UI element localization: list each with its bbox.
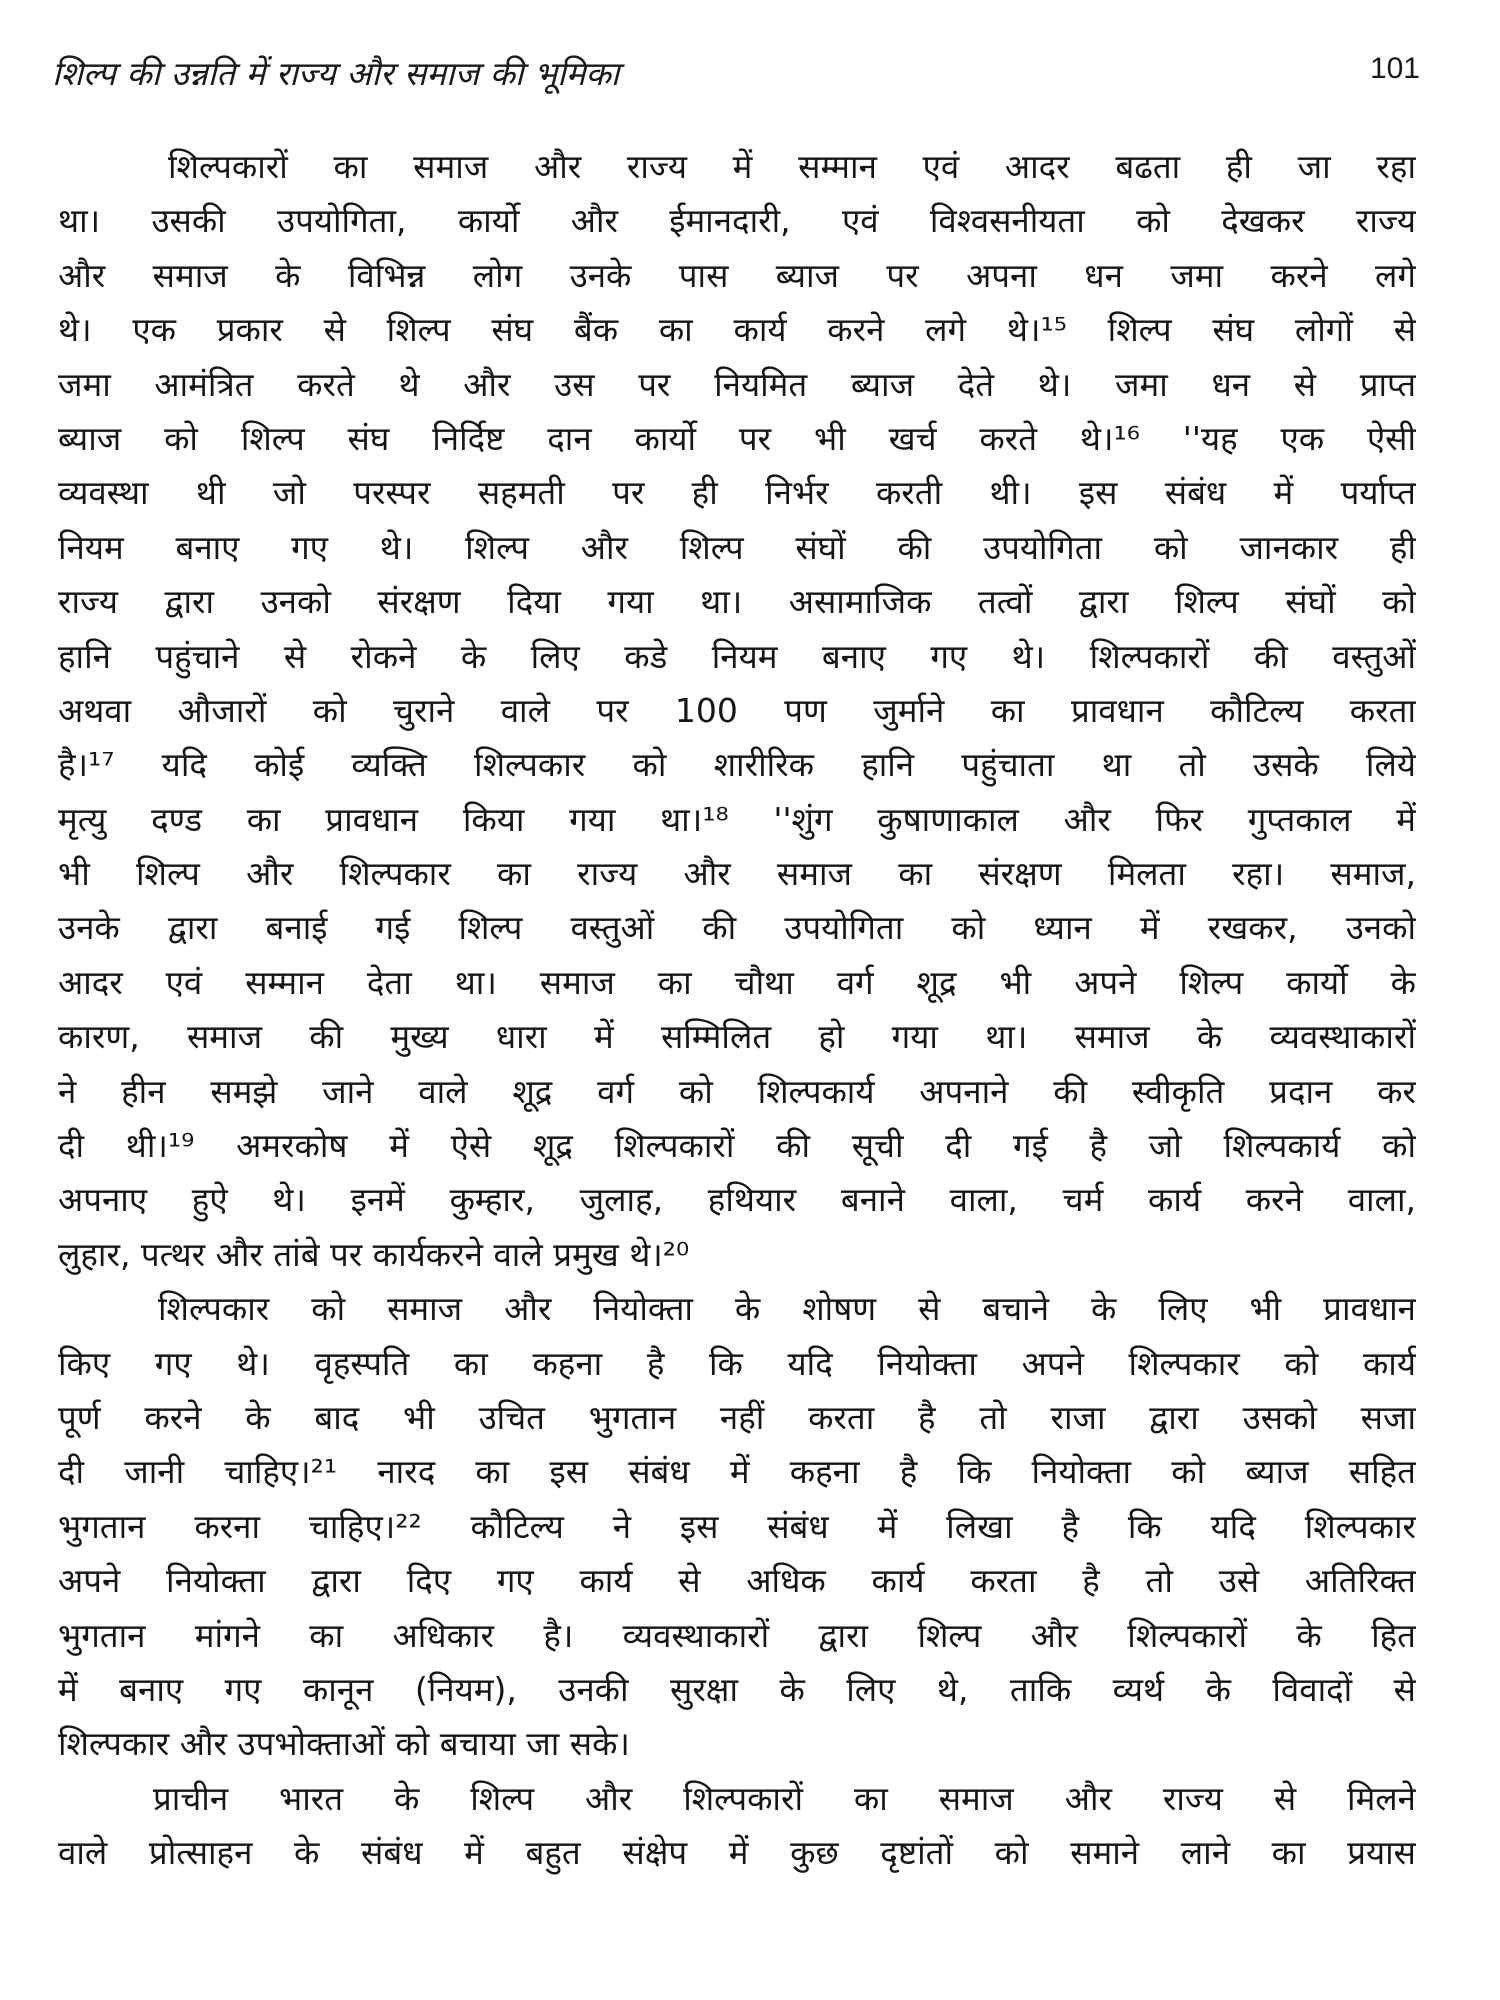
text-line: उनके द्वारा बनाई गई शिल्प वस्तुओं की उपयोगिता को ध्यान में रखकर, उनको [58,908,1416,948]
text-line: भुगतान करना चाहिए।²² कौटिल्य ने इस संबंध में लिखा है कि यदि शिल्पकार [58,1506,1416,1546]
body-text [58,140,1416,1881]
text-line: पूर्ण करने के बाद भी उचित भुगतान नहीं करता है तो राजा द्वारा उसको सजा [58,1397,1416,1437]
text-line: ने हीन समझे जाने वाले शूद्र वर्ग को शिल्पकार्य अपनाने की स्वीकृति प्रदान कर [58,1071,1416,1111]
text-line: शिल्पकारों का समाज और राज्य में सम्मान एवं आदर बढता ही जा रहा [168,147,1416,186]
text-line: नियम बनाए गए थे। शिल्प और शिल्प संघों की उपयोगिता को जानकार ही [58,527,1416,567]
text-line: भुगतान मांगने का अधिकार है। व्यवस्थाकारों द्वारा शिल्प और शिल्पकारों के हित [58,1615,1416,1655]
text-line: राज्य द्वारा उनको संरक्षण दिया गया था। असामाजिक तत्वों द्वारा शिल्प संघों को [58,582,1416,622]
text-line: शिल्पकार को समाज और नियोक्ता के शोषण से बचाने के लिए भी प्रावधान [158,1289,1416,1329]
text-line: वाले प्रोत्साहन के संबंध में बहुत संक्षेप में कुछ दृष्टांतों को समाने लाने का प्रयास [58,1833,1416,1873]
text-line: आदर एवं सम्मान देता था। समाज का चौथा वर्ग शूद्र भी अपने शिल्प कार्यो के [58,962,1416,1002]
text-line: दी थी।¹⁹ अमरकोष में ऐसे शूद्र शिल्पकारों की सूची दी गई है जो शिल्पकार्य को [58,1126,1416,1166]
text-line: कारण, समाज की मुख्य धारा में सम्मिलित हो गया था। समाज के व्यवस्थाकारों [58,1017,1416,1057]
text-line: शिल्पकार और उपभोक्ताओं को बचाया जा सके। [58,1724,630,1764]
text-line: प्राचीन भारत के शिल्प और शिल्पकारों का समाज और राज्य से मिलने [153,1778,1416,1818]
chapter-title: शिल्प की उन्नति में राज्य और समाज की भूमिका [52,54,620,93]
text-line: दी जानी चाहिए।²¹ नारद का इस संबंध में कहना है कि नियोक्ता को ब्याज सहित [58,1452,1416,1492]
text-line: थे। एक प्रकार से शिल्प संघ बैंक का कार्य करने लगे थे।¹⁵ शिल्प संघ लोगों से [58,310,1416,350]
text-line: ब्याज को शिल्प संघ निर्दिष्ट दान कार्यो पर भी खर्च करते थे।¹⁶ ''यह एक ऐसी [58,418,1416,458]
text-line: अपने नियोक्ता द्वारा दिए गए कार्य से अधिक कार्य करता है तो उसे अतिरिक्त [58,1561,1416,1601]
running-header [52,50,1420,100]
text-line: भी शिल्प और शिल्पकार का राज्य और समाज का संरक्षण मिलता रहा। समाज, [58,854,1416,894]
text-line: जमा आमंत्रित करते थे और उस पर नियमित ब्याज देते थे। जमा धन से प्राप्त [58,364,1416,404]
text-line: है।¹⁷ यदि कोई व्यक्ति शिल्पकार को शारीरिक हानि पहुंचाता था तो उसके लिये [58,745,1416,785]
text-line: किए गए थे। वृहस्पति का कहना है कि यदि नियोक्ता अपने शिल्पकार को कार्य [58,1343,1416,1383]
text-line: अथवा औजारों को चुराने वाले पर 100 पण जुर्माने का प्रावधान कौटिल्य करता [58,690,1416,730]
page-number: 101 [1369,52,1420,85]
text-line: और समाज के विभिन्न लोग उनके पास ब्याज पर अपना धन जमा करने लगे [58,255,1416,295]
text-line: लुहार, पत्थर और तांबे पर कार्यकरने वाले प्रमुख थे।²⁰ [58,1234,690,1274]
text-line: हानि पहुंचाने से रोकने के लिए कडे नियम बनाए गए थे। शिल्पकारों की वस्तुओं [58,636,1416,676]
text-line: था। उसकी उपयोगिता, कार्यो और ईमानदारी, एवं विश्वसनीयता को देखकर राज्य [58,201,1416,241]
text-line: व्यवस्था थी जो परस्पर सहमती पर ही निर्भर करती थी। इस संबंध में पर्याप्त [58,473,1416,513]
text-line: मृत्यु दण्ड का प्रावधान किया गया था।¹⁸ ''शुंग कुषाणाकाल और फिर गुप्तकाल में [58,799,1416,839]
text-line: में बनाए गए कानून (नियम), उनकी सुरक्षा के लिए थे, ताकि व्यर्थ के विवादों से [58,1669,1416,1709]
text-line: अपनाए हुऐ थे। इनमें कुम्हार, जुलाह, हथियार बनाने वाला, चर्म कार्य करने वाला, [58,1180,1416,1220]
